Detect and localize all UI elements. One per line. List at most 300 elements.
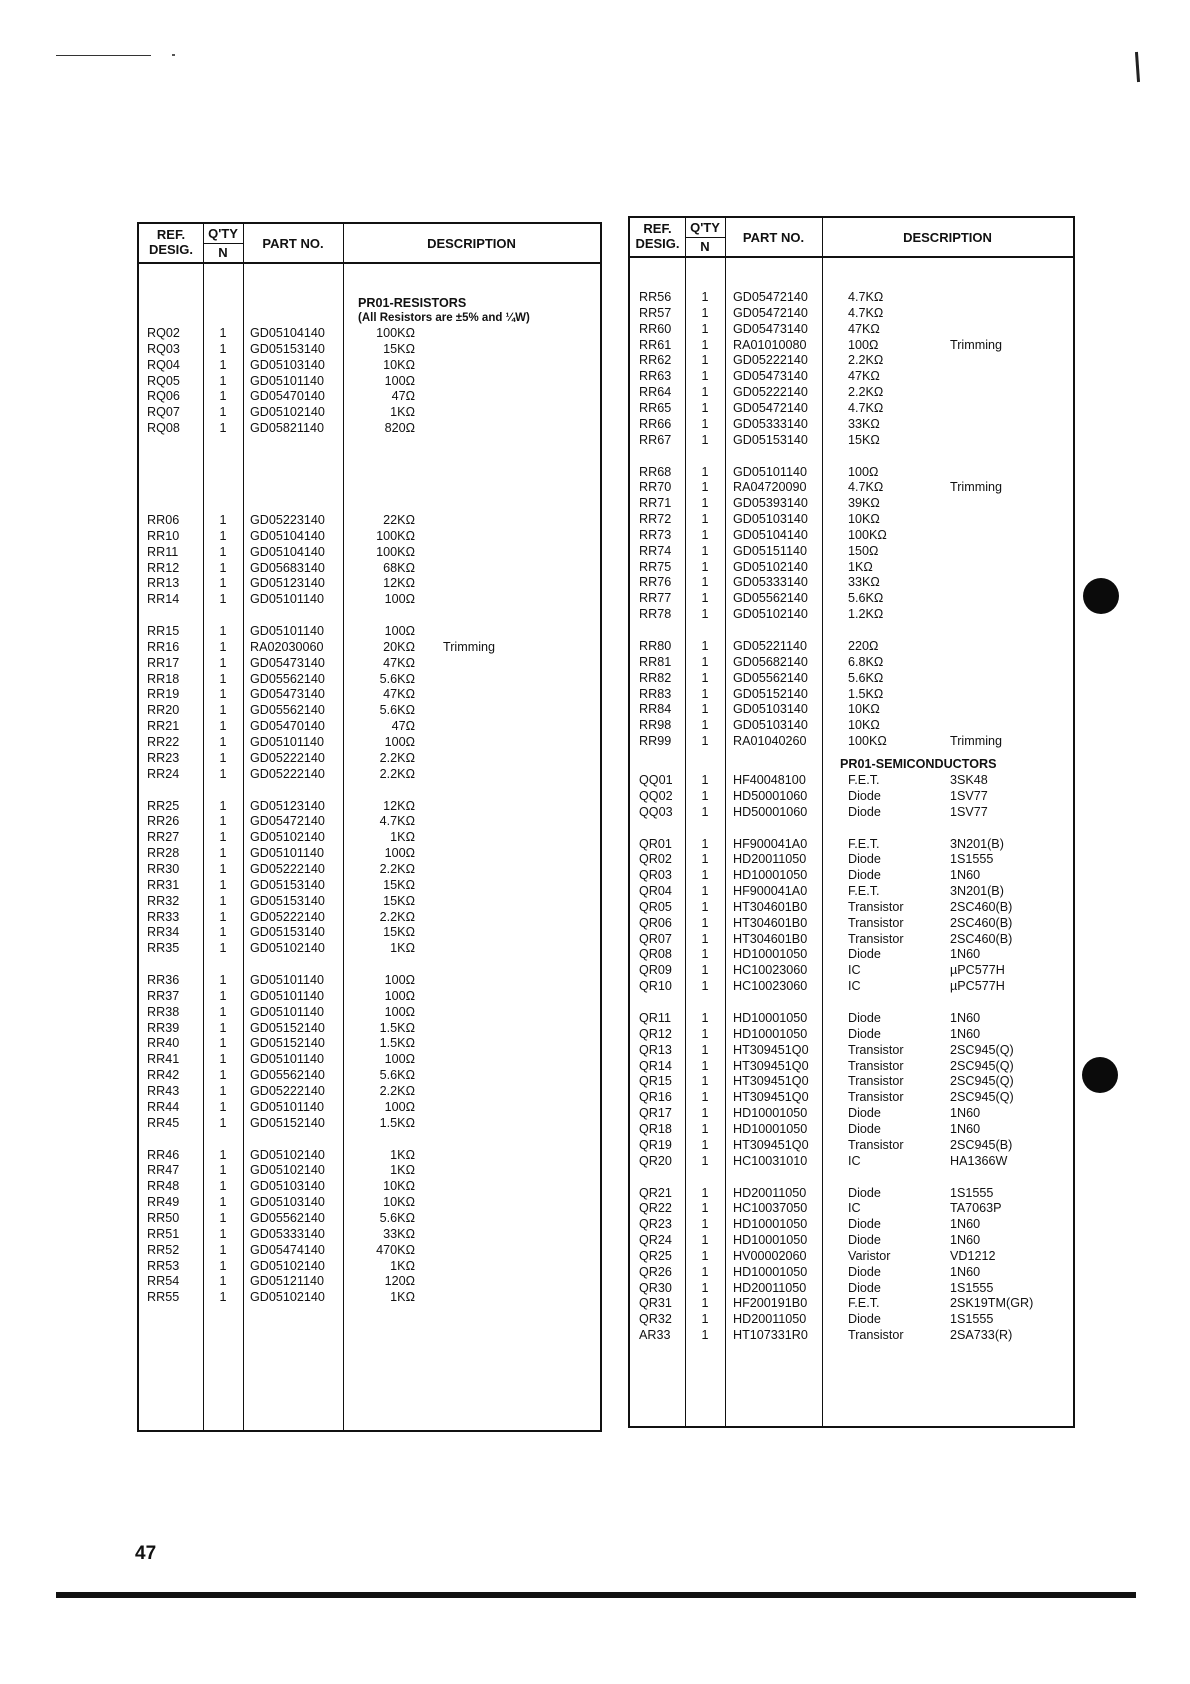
table-row xyxy=(139,846,600,861)
table-row xyxy=(630,884,1073,899)
qty: 1 xyxy=(701,543,709,558)
ref-desig: RR40 xyxy=(147,1036,180,1051)
qty: 1 xyxy=(219,528,227,543)
value: 5.6KΩ xyxy=(379,671,415,686)
semiconductors-section-title: PR01-SEMICONDUCTORS xyxy=(840,756,997,771)
value: 2.2KΩ xyxy=(848,353,884,368)
table-row xyxy=(139,894,600,909)
qty: 1 xyxy=(219,1036,227,1051)
qty: 1 xyxy=(219,719,227,734)
ref-desig: RR68 xyxy=(639,464,672,479)
qty: 1 xyxy=(219,687,227,702)
part-number: GD05223140 xyxy=(250,512,325,527)
ref-desig: RR51 xyxy=(147,1226,180,1241)
note: 1N60 xyxy=(950,1026,981,1041)
ref-desig: RR61 xyxy=(639,337,672,352)
table-row xyxy=(139,1211,600,1226)
ref-desig: QR15 xyxy=(639,1074,672,1089)
ref-desig: RR18 xyxy=(147,671,180,686)
bottom-rule xyxy=(56,1592,1136,1598)
part-number: GD05683140 xyxy=(250,560,325,575)
table-row xyxy=(139,576,600,591)
table-row xyxy=(630,947,1073,962)
ref-desig: RR36 xyxy=(147,973,180,988)
table-row xyxy=(630,1233,1073,1248)
value: IC xyxy=(848,1153,861,1168)
value: 12KΩ xyxy=(383,798,415,813)
part-number: HD50001060 xyxy=(733,788,808,803)
table-row xyxy=(630,1249,1073,1264)
table-row xyxy=(139,878,600,893)
note: 2SC945(B) xyxy=(950,1137,1013,1152)
qty: 1 xyxy=(219,766,227,781)
part-number: HT309451Q0 xyxy=(733,1058,809,1073)
part-number: HD20011050 xyxy=(733,1280,807,1295)
ref-desig: QR16 xyxy=(639,1090,672,1105)
desig-label: DESIG. xyxy=(148,242,194,257)
value: 1KΩ xyxy=(390,1147,415,1162)
qty: 1 xyxy=(701,464,709,479)
binder-hole xyxy=(1082,1057,1118,1093)
ref-desig: QR18 xyxy=(639,1121,672,1136)
ref-desig: QR14 xyxy=(639,1058,672,1073)
qty: 1 xyxy=(219,389,227,404)
qty: 1 xyxy=(701,931,709,946)
part-no-header: PART NO. xyxy=(262,236,324,251)
value: 2.2KΩ xyxy=(379,909,415,924)
part-number: HT309451Q0 xyxy=(733,1042,809,1057)
part-number: GD05474140 xyxy=(250,1242,325,1257)
value: 1.5KΩ xyxy=(379,1036,415,1051)
ref-desig: RR75 xyxy=(639,559,672,574)
note: 1N60 xyxy=(950,868,981,883)
value: Transistor xyxy=(848,1042,904,1057)
part-number: HD10001050 xyxy=(733,1233,808,1248)
value: 100Ω xyxy=(384,1004,415,1019)
part-number: GD05101140 xyxy=(250,1004,324,1019)
ref-desig: QR24 xyxy=(639,1233,672,1248)
part-number: HC10037050 xyxy=(733,1201,808,1216)
value: 1.5KΩ xyxy=(379,1020,415,1035)
ref-desig: RQ06 xyxy=(147,389,180,404)
value: 820Ω xyxy=(384,421,415,436)
part-number: GD05472140 xyxy=(733,400,808,415)
table-row xyxy=(630,369,1073,384)
table-row xyxy=(139,719,600,734)
n-divider xyxy=(203,243,243,244)
part-number: GD05101140 xyxy=(250,846,324,861)
part-number: HD10001050 xyxy=(733,1264,808,1279)
value: 100KΩ xyxy=(848,734,887,749)
part-number: GD05222140 xyxy=(733,385,808,400)
ref-desig: RR11 xyxy=(147,544,179,559)
table-row xyxy=(630,916,1073,931)
qty-header: Q'TY xyxy=(690,220,720,235)
qty: 1 xyxy=(219,1099,227,1114)
ref-desig: QR01 xyxy=(639,836,672,851)
qty: 1 xyxy=(219,1179,227,1194)
part-number: GD05221140 xyxy=(733,639,807,653)
qty: 1 xyxy=(219,909,227,924)
qty: 1 xyxy=(701,1185,709,1200)
value: 220Ω xyxy=(848,639,879,653)
value: Diode xyxy=(848,1026,881,1041)
qty: 1 xyxy=(219,1195,227,1210)
table-header xyxy=(630,218,1073,258)
part-number: HF40048100 xyxy=(733,772,806,787)
value: 33KΩ xyxy=(848,416,880,431)
qty: 1 xyxy=(219,1115,227,1130)
qty: 1 xyxy=(219,1147,227,1162)
note: 1N60 xyxy=(950,1011,981,1025)
ref-desig: RR52 xyxy=(147,1242,180,1257)
qty: 1 xyxy=(701,1058,709,1073)
value: 1.5KΩ xyxy=(379,1115,415,1130)
value: 47KΩ xyxy=(383,687,415,702)
value: 47Ω xyxy=(391,719,415,734)
ref-desig: RR35 xyxy=(147,941,180,956)
part-number: GD05562140 xyxy=(250,1210,325,1225)
ref-desig: RR41 xyxy=(147,1052,180,1067)
ref-desig: QR31 xyxy=(639,1296,672,1311)
ref-desig: RR56 xyxy=(639,290,672,304)
value: 47KΩ xyxy=(848,369,880,384)
table-row xyxy=(139,1227,600,1242)
table-row xyxy=(139,592,600,607)
qty: 1 xyxy=(701,591,709,606)
part-number: HD20011050 xyxy=(733,1185,807,1200)
note: HA1366W xyxy=(950,1153,1008,1168)
ref-desig: RR13 xyxy=(147,576,180,591)
qty: 1 xyxy=(701,718,709,733)
ref-desig: RR74 xyxy=(639,543,672,558)
table-row xyxy=(630,773,1073,788)
part-number: GD05104140 xyxy=(733,527,808,542)
qty: 1 xyxy=(219,1226,227,1241)
part-number: HD10001050 xyxy=(733,1026,808,1041)
table-row xyxy=(139,925,600,940)
ref-desig: RR72 xyxy=(639,512,672,527)
value: 33KΩ xyxy=(383,1226,415,1241)
ref-desig: RR22 xyxy=(147,735,180,749)
table-row xyxy=(139,799,600,814)
note: 1N60 xyxy=(950,1121,981,1136)
value: 6.8KΩ xyxy=(848,654,884,669)
table-row xyxy=(139,1021,600,1036)
ref-desig: RR10 xyxy=(147,528,180,543)
part-number: HD10001050 xyxy=(733,868,808,883)
ref-desig: RR37 xyxy=(147,988,180,1003)
value: Diode xyxy=(848,1185,881,1200)
table-row xyxy=(630,1011,1073,1026)
value: Diode xyxy=(848,1217,881,1232)
qty: 1 xyxy=(219,830,227,845)
table-row xyxy=(139,342,600,357)
ref-desig: QR11 xyxy=(639,1011,671,1025)
note: 2SA733(R) xyxy=(950,1328,1013,1343)
value: 47Ω xyxy=(391,389,415,404)
table-row xyxy=(139,1195,600,1210)
value: 15KΩ xyxy=(383,341,415,356)
value: 470KΩ xyxy=(376,1242,415,1257)
qty: 1 xyxy=(701,480,709,495)
note: TA7063P xyxy=(950,1201,1002,1216)
ref-desig: RR98 xyxy=(639,718,672,733)
part-number: GD05153140 xyxy=(250,893,325,908)
value: 4.7KΩ xyxy=(848,400,884,415)
table-row xyxy=(139,529,600,544)
resistors-section-note: (All Resistors are ±5% and ¼W) xyxy=(358,312,530,324)
qty: 1 xyxy=(219,592,227,607)
table-row xyxy=(139,405,600,420)
note: 3SK48 xyxy=(950,772,988,787)
value: 100Ω xyxy=(384,735,415,749)
ref-desig: RR33 xyxy=(147,909,180,924)
table-row xyxy=(139,735,600,750)
table-row xyxy=(630,963,1073,978)
n-divider xyxy=(685,237,725,238)
ref-desig: QQ01 xyxy=(639,772,673,787)
qty: 1 xyxy=(701,884,709,899)
value: Diode xyxy=(848,947,881,962)
table-row xyxy=(139,1084,600,1099)
qty: 1 xyxy=(219,421,227,436)
qty: 1 xyxy=(701,369,709,384)
part-number: GD05222140 xyxy=(250,1084,325,1098)
note: 2SC945(Q) xyxy=(950,1042,1014,1057)
ref-desig: QQ03 xyxy=(639,804,673,819)
part-number: GD05101140 xyxy=(733,464,807,479)
table-row xyxy=(139,1290,600,1305)
part-number: GD05153140 xyxy=(733,432,808,447)
qty: 1 xyxy=(701,1248,709,1263)
part-number: GD05562140 xyxy=(733,670,808,685)
table-row xyxy=(630,591,1073,606)
value: F.E.T. xyxy=(848,772,880,787)
part-number: HT304601B0 xyxy=(733,915,808,930)
table-row xyxy=(139,421,600,436)
qty: 1 xyxy=(219,1004,227,1019)
part-number: GD05473140 xyxy=(250,687,325,702)
value: 2.2KΩ xyxy=(848,385,884,400)
ref-desig: RR83 xyxy=(639,686,672,701)
ref-desig: RQ08 xyxy=(147,421,180,436)
qty: 1 xyxy=(219,576,227,591)
value: Diode xyxy=(848,1011,881,1025)
ref-desig: RQ07 xyxy=(147,405,180,420)
ref-desig: RR48 xyxy=(147,1179,180,1194)
table-row xyxy=(630,1106,1073,1121)
part-number: GD05102140 xyxy=(250,941,325,956)
qty: 1 xyxy=(219,735,227,749)
table-row xyxy=(139,910,600,925)
qty: 1 xyxy=(701,1233,709,1248)
table-row xyxy=(139,1036,600,1051)
part-number: GD05222140 xyxy=(250,766,325,781)
value: Diode xyxy=(848,1233,881,1248)
left-parts-table xyxy=(137,222,602,1432)
part-number: GD05102140 xyxy=(250,1258,325,1273)
qty: 1 xyxy=(219,1068,227,1083)
value: F.E.T. xyxy=(848,884,880,899)
note: µPC577H xyxy=(950,979,1005,994)
value: Transistor xyxy=(848,1058,904,1073)
part-number: GD05151140 xyxy=(733,543,807,558)
part-number: GD05562140 xyxy=(250,1068,325,1083)
table-row xyxy=(630,528,1073,543)
ref-desig: QR06 xyxy=(639,915,672,930)
part-number: HD50001060 xyxy=(733,804,808,819)
part-number: HD10001050 xyxy=(733,1217,808,1232)
table-row xyxy=(630,687,1073,702)
description-header: DESCRIPTION xyxy=(427,236,516,251)
part-number: HT309451Q0 xyxy=(733,1137,809,1152)
table-row xyxy=(139,941,600,956)
qty: 1 xyxy=(701,1074,709,1089)
part-number: GD05102140 xyxy=(733,607,808,622)
table-row xyxy=(139,973,600,988)
table-row xyxy=(630,852,1073,867)
part-number: HF200191B0 xyxy=(733,1296,808,1311)
qty: 1 xyxy=(219,1052,227,1067)
ref-desig: QR09 xyxy=(639,963,672,978)
part-number: GD05123140 xyxy=(250,576,325,591)
qty: 1 xyxy=(701,1106,709,1121)
table-row xyxy=(139,640,600,655)
qty: 1 xyxy=(219,671,227,686)
value: Diode xyxy=(848,788,881,803)
ref-desig: RR81 xyxy=(639,654,672,669)
table-row xyxy=(630,979,1073,994)
qty: 1 xyxy=(219,1258,227,1273)
qty: 1 xyxy=(701,1011,709,1025)
ref-desig: RR78 xyxy=(639,607,672,622)
qty: 1 xyxy=(701,1201,709,1216)
value: 100Ω xyxy=(848,337,879,352)
table-row xyxy=(630,1122,1073,1137)
qty: 1 xyxy=(701,947,709,962)
ref-desig: RR31 xyxy=(147,877,180,892)
part-number: GD05103140 xyxy=(250,357,325,372)
value: 15KΩ xyxy=(383,893,415,908)
part-number: GD05222140 xyxy=(250,750,325,765)
qty: 1 xyxy=(219,877,227,892)
part-number: GD05123140 xyxy=(250,798,325,813)
value: Transistor xyxy=(848,915,904,930)
table-row xyxy=(630,837,1073,852)
table-row xyxy=(630,1328,1073,1343)
ref-desig: RR20 xyxy=(147,703,180,718)
note: VD1212 xyxy=(950,1248,996,1263)
value: 1KΩ xyxy=(390,1258,415,1273)
value: 1.5KΩ xyxy=(848,686,884,701)
ref-desig: RR34 xyxy=(147,925,180,940)
qty: 1 xyxy=(219,861,227,876)
ref-desig: RR50 xyxy=(147,1210,180,1225)
qty: 1 xyxy=(219,326,227,340)
table-row xyxy=(139,751,600,766)
table-row xyxy=(139,561,600,576)
part-number: GD05152140 xyxy=(733,686,808,701)
value: Transistor xyxy=(848,1328,904,1343)
value: IC xyxy=(848,963,861,978)
value: 1.2KΩ xyxy=(848,607,884,622)
value: 100Ω xyxy=(384,1052,415,1067)
part-number: GD05152140 xyxy=(250,1020,325,1035)
table-row xyxy=(630,338,1073,353)
qty: 1 xyxy=(701,496,709,511)
ref-desig: RR47 xyxy=(147,1163,180,1178)
ref-desig: RR64 xyxy=(639,385,672,400)
qty: 1 xyxy=(701,321,709,336)
value: Varistor xyxy=(848,1248,891,1263)
value: 100KΩ xyxy=(376,544,415,559)
table-row xyxy=(630,1201,1073,1216)
part-no-header: PART NO. xyxy=(742,230,805,245)
ref-desig: RR55 xyxy=(147,1290,180,1305)
ref-desig: RR80 xyxy=(639,639,672,653)
table-row xyxy=(630,496,1073,511)
ref-desig: RR70 xyxy=(639,480,672,495)
ref-desig: QR32 xyxy=(639,1312,672,1327)
value: 2.2KΩ xyxy=(379,861,415,876)
value: 1KΩ xyxy=(390,830,415,845)
qty: 1 xyxy=(219,560,227,575)
qty: 1 xyxy=(701,899,709,914)
value: 1KΩ xyxy=(390,405,415,420)
ref-desig: RR60 xyxy=(639,321,672,336)
part-number: GD05104140 xyxy=(250,544,325,559)
qty: 1 xyxy=(701,527,709,542)
ref-desig: RR21 xyxy=(147,719,180,734)
part-number: HT304601B0 xyxy=(733,899,808,914)
table-row xyxy=(630,401,1073,416)
part-number: GD05562140 xyxy=(250,671,325,686)
ref-desig: QR21 xyxy=(639,1185,672,1200)
ref-desig: QR19 xyxy=(639,1137,672,1152)
qty: 1 xyxy=(701,915,709,930)
value: 10KΩ xyxy=(383,357,415,372)
part-number: HD10001050 xyxy=(733,1121,808,1136)
table-row xyxy=(139,1179,600,1194)
part-number: GD05333140 xyxy=(733,416,808,431)
part-number: GD05101140 xyxy=(250,1099,324,1114)
value: 100KΩ xyxy=(848,527,887,542)
part-number: HF900041A0 xyxy=(733,884,808,899)
part-number: HD20011050 xyxy=(733,852,807,867)
ref-desig: QQ02 xyxy=(639,788,673,803)
qty: 1 xyxy=(701,1153,709,1168)
value: 5.6KΩ xyxy=(379,703,415,718)
part-number: GD05121140 xyxy=(250,1274,324,1289)
part-number: GD05101140 xyxy=(250,592,324,607)
note: 1N60 xyxy=(950,1264,981,1279)
table-row xyxy=(139,1259,600,1274)
value: 100Ω xyxy=(384,973,415,988)
part-number: GD05470140 xyxy=(250,389,325,404)
table-row xyxy=(630,868,1073,883)
value: Diode xyxy=(848,1106,881,1121)
value: 150Ω xyxy=(848,543,879,558)
table-row xyxy=(139,545,600,560)
table-row xyxy=(630,544,1073,559)
note: 2SK19TM(GR) xyxy=(950,1296,1034,1311)
table-row xyxy=(630,1281,1073,1296)
value: 33KΩ xyxy=(848,575,880,590)
ref-desig: QR22 xyxy=(639,1201,672,1216)
table-row xyxy=(139,656,600,671)
ref-desig: QR12 xyxy=(639,1026,672,1041)
